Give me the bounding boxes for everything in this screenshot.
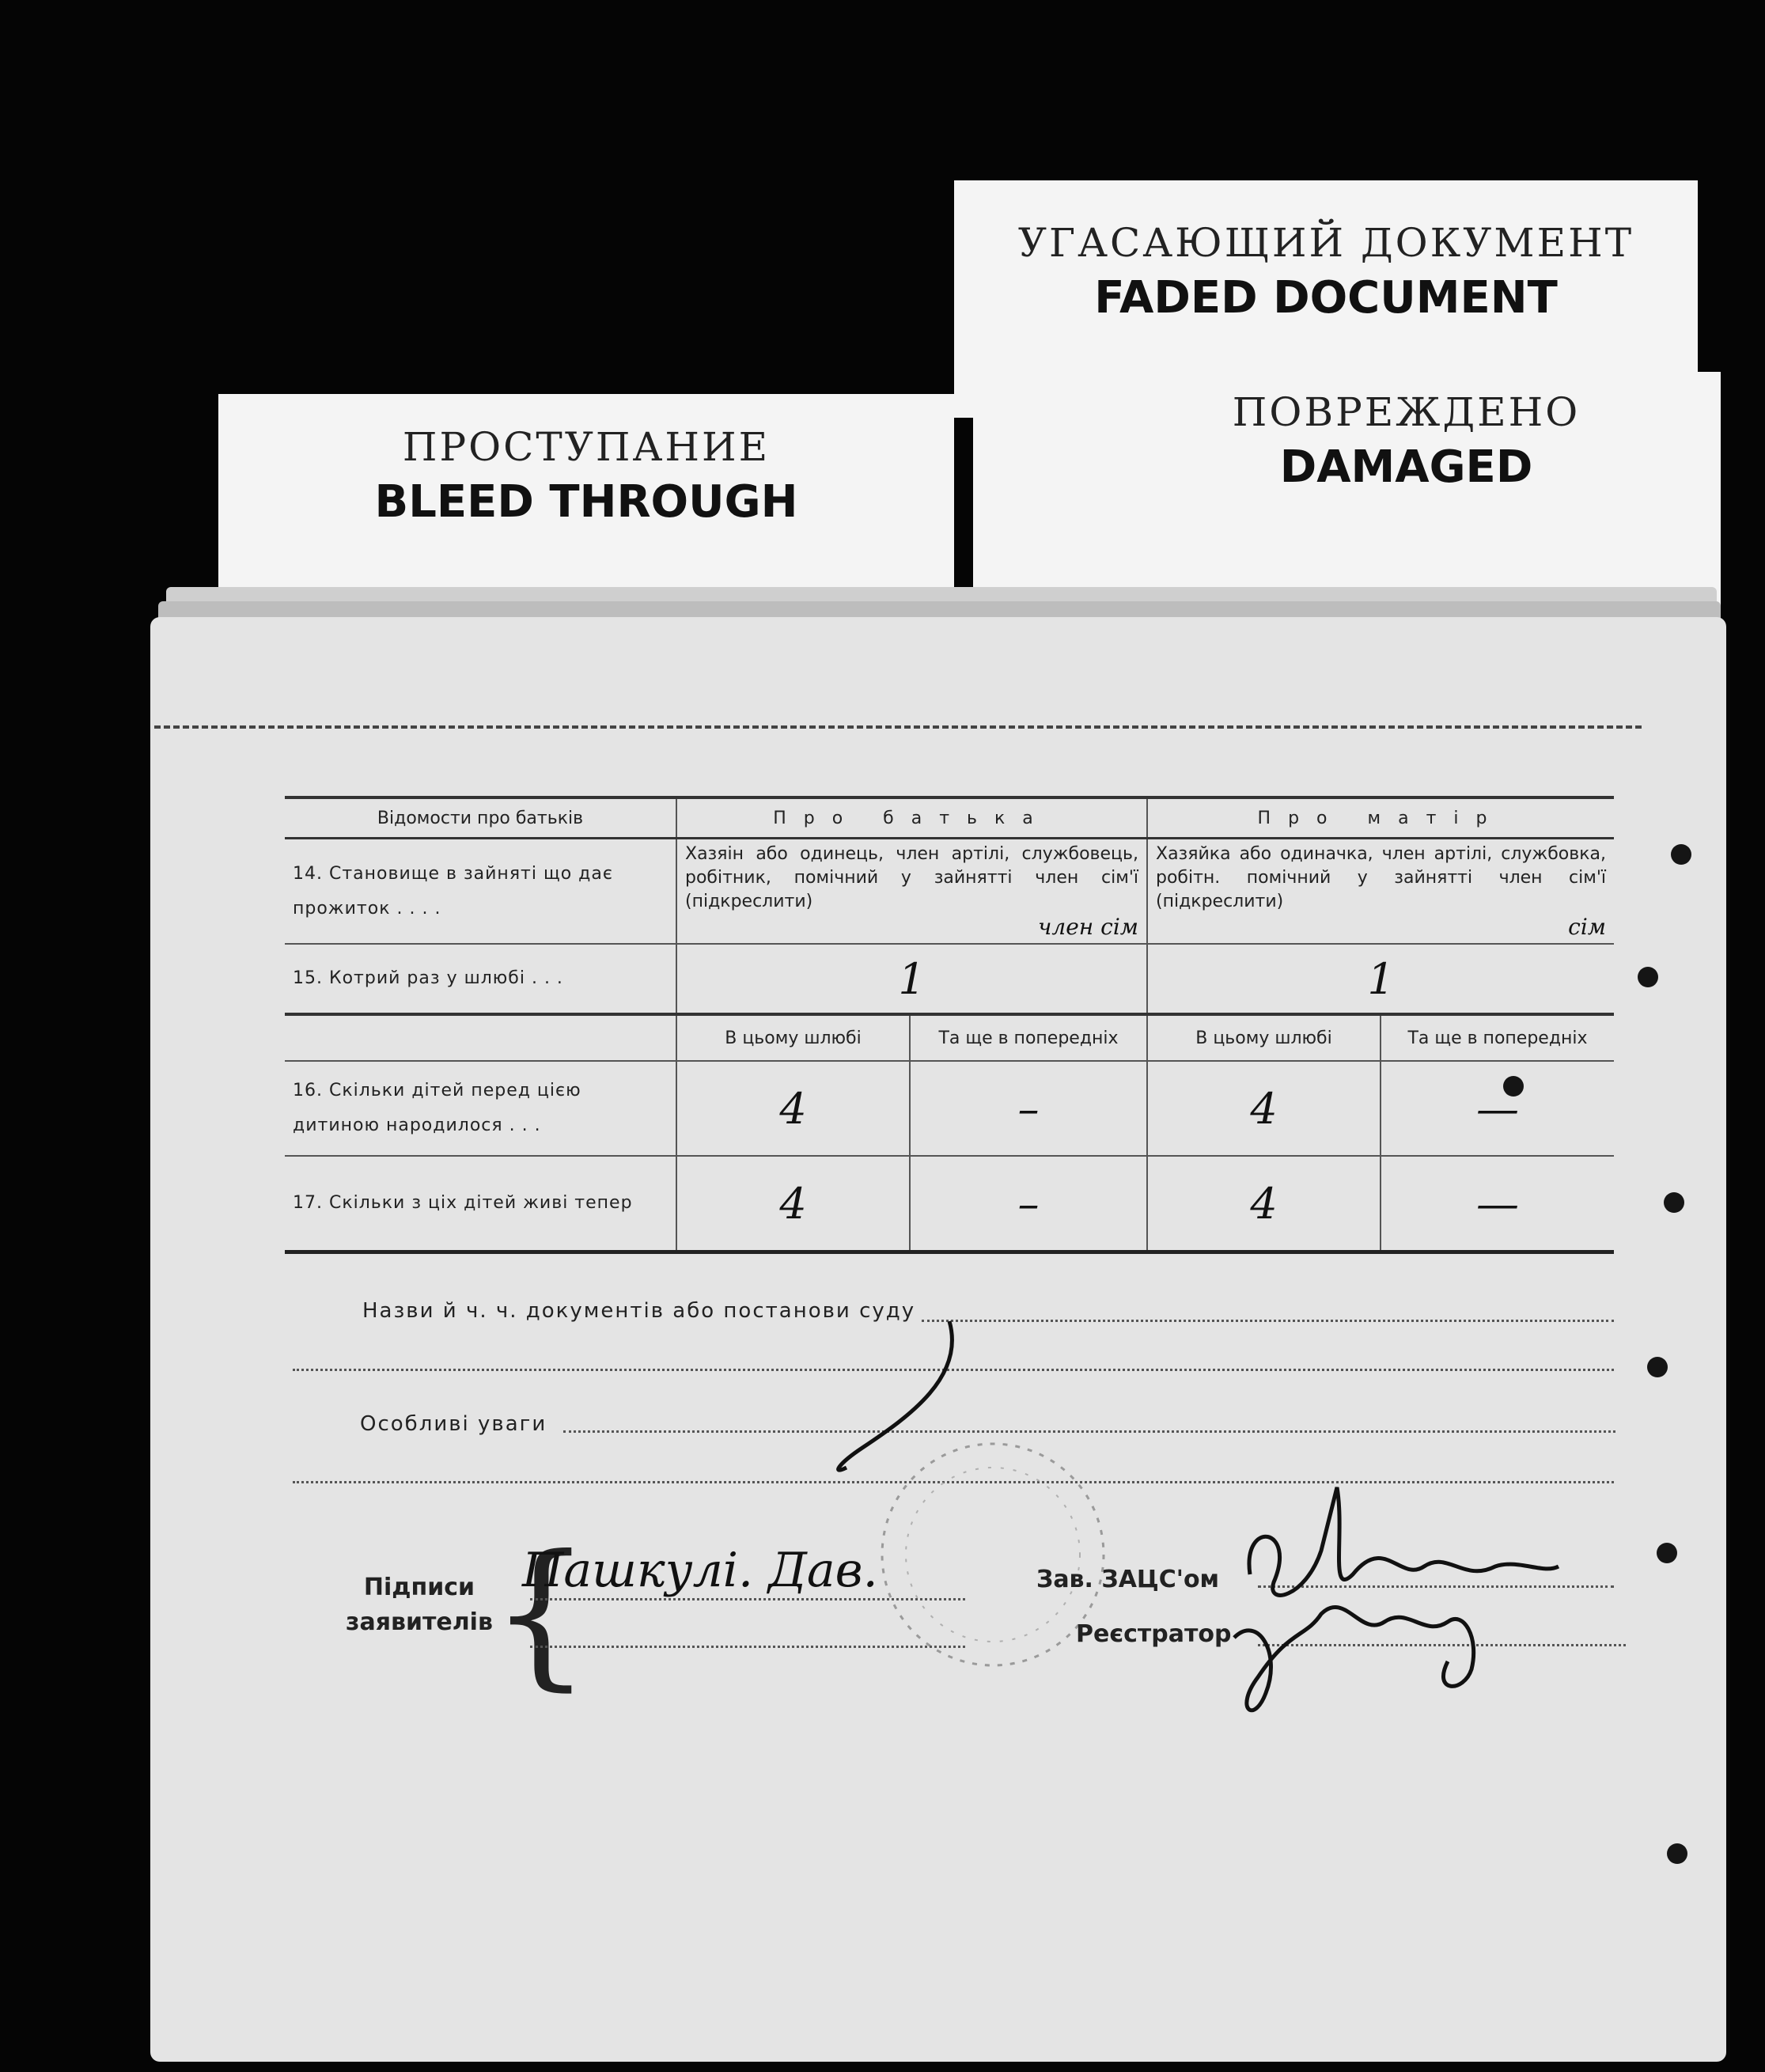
applicants-label-line1: Підписи xyxy=(363,1574,475,1601)
row17-value: 4 xyxy=(676,1156,910,1252)
registrar-label: Реєстратор xyxy=(1076,1620,1232,1648)
bleed-label-ru: ПРОСТУПАНИЕ xyxy=(402,424,771,470)
applicant-signature: Пашкулі. Дав. xyxy=(522,1543,878,1598)
row16-value: — xyxy=(1381,1061,1614,1156)
binding-hole xyxy=(1667,1843,1687,1864)
row14-mother-text: Хазяйка або одиначка, член артілі, службовка, робітн. помічний у зайнятті член сім'ї (підкреслити) xyxy=(1156,844,1606,911)
header-parents-info: Відомости про батьків xyxy=(285,797,676,839)
parents-table xyxy=(285,796,1614,1254)
perforation-line xyxy=(154,725,1642,729)
row16-value: – xyxy=(910,1061,1147,1156)
subheader-empty xyxy=(285,1014,676,1061)
row17-value: – xyxy=(910,1156,1147,1252)
row17-label: 17. Скільки з ціх дітей живі тепер xyxy=(285,1156,676,1252)
signature-brace: { xyxy=(490,1521,592,1706)
applicant-signature-line xyxy=(530,1646,965,1648)
binding-hole xyxy=(1638,967,1658,987)
documents-line xyxy=(922,1320,1614,1322)
row14-father-text: Хазяін або одинець, член артілі, службовець, робітник, помічний у зайнятті член сім'ї (підкреслити) xyxy=(685,844,1138,911)
header-mother: Про матір xyxy=(1147,797,1614,839)
subheader-father-this: В цьому шлюбі xyxy=(676,1014,910,1061)
damaged-card xyxy=(973,372,1721,609)
damaged-label-ru: ПОВРЕЖДЕНО xyxy=(1232,389,1581,435)
binding-hole xyxy=(1664,1192,1684,1213)
header-father: Про батька xyxy=(676,797,1147,839)
damaged-label-en: DAMAGED xyxy=(1279,441,1533,493)
row15-mother-value: 1 xyxy=(1147,944,1614,1014)
row14-father-handwriting: член сім xyxy=(1037,914,1138,940)
row16-value: 4 xyxy=(1147,1061,1381,1156)
table-subheader-row xyxy=(285,1014,1614,1061)
subheader-father-previous: Та ще в попередніх xyxy=(910,1014,1147,1061)
official-signatures xyxy=(1210,1456,1582,1741)
table-row-14 xyxy=(285,839,1614,945)
row16-value: 4 xyxy=(676,1061,910,1156)
binding-hole xyxy=(1647,1357,1668,1377)
remarks-label: Особливі уваги xyxy=(360,1412,547,1436)
subheader-mother-previous: Та ще в попередніх xyxy=(1381,1014,1614,1061)
row14-father-cell xyxy=(676,839,1147,945)
bleed-label-en: BLEED THROUGH xyxy=(374,476,798,528)
table-row-15 xyxy=(285,944,1614,1014)
row14-label: 14. Становище в зайняті що дає прожиток . . . . xyxy=(285,839,676,945)
row17-value: — xyxy=(1381,1156,1614,1252)
row15-label: 15. Котрий раз у шлюбі . . . xyxy=(285,944,676,1014)
row14-mother-cell xyxy=(1147,839,1614,945)
row15-father-value: 1 xyxy=(676,944,1147,1014)
row14-mother-handwriting: сім xyxy=(1568,914,1606,940)
faded-label-ru: УГАСАЮЩИЙ ДОКУМЕНТ xyxy=(1017,220,1634,266)
table-row-17 xyxy=(285,1156,1614,1252)
head-zags-label: Зав. ЗАЦС'ом xyxy=(1036,1566,1220,1593)
applicant-signature-line xyxy=(530,1598,965,1600)
faded-label-en: FADED DOCUMENT xyxy=(1094,272,1558,324)
table-row-16 xyxy=(285,1061,1614,1156)
row17-value: 4 xyxy=(1147,1156,1381,1252)
subheader-mother-this: В цьому шлюбі xyxy=(1147,1014,1381,1061)
table-header-row xyxy=(285,797,1614,839)
binding-hole xyxy=(1671,844,1691,865)
row16-label: 16. Скільки дітей перед цією дитиною народилося . . . xyxy=(285,1061,676,1156)
documents-label: Назви й ч. ч. документів або постанови суду xyxy=(362,1299,916,1323)
bleed-through-card xyxy=(218,394,954,612)
applicants-label-line2: заявителів xyxy=(346,1608,493,1636)
binding-hole xyxy=(1657,1543,1677,1563)
applicants-signatures-label xyxy=(340,1570,498,1640)
